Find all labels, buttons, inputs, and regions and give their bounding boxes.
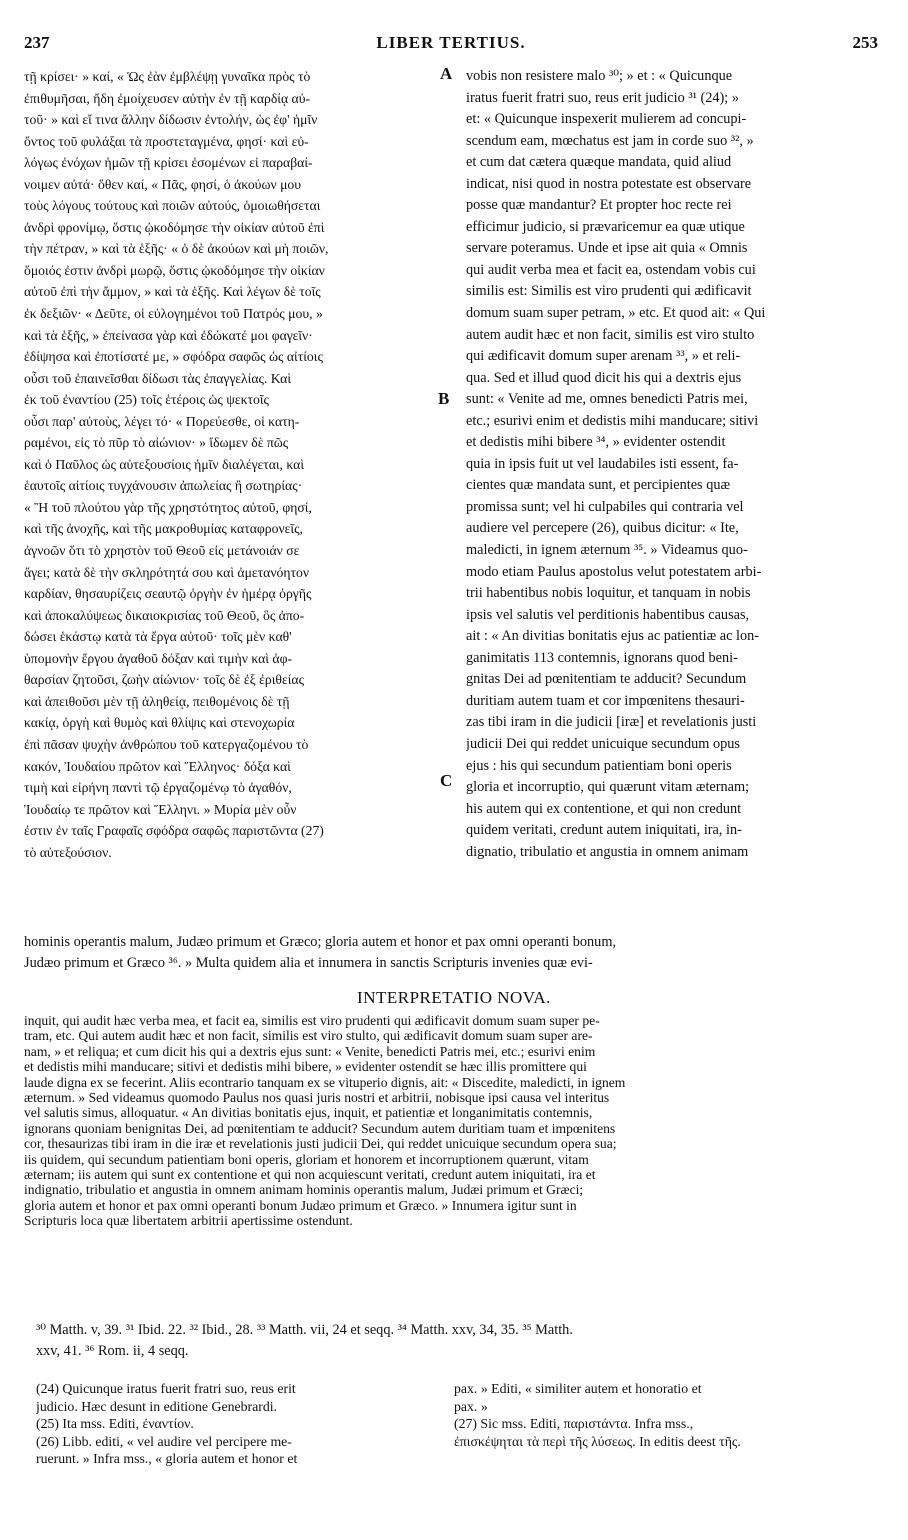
latin-column bbox=[466, 66, 882, 863]
latin-text-line: vobis non resistere malo ³⁰; » et : « Quicunque bbox=[466, 68, 733, 84]
right-page-number: 253 bbox=[852, 33, 878, 52]
interpretatio-line: nam, » et reliqua; et cum dicit his qui a dextris ejus sunt: « Venite, benedicti Patris mei, etc.; esurivi enim bbox=[24, 1043, 596, 1059]
footnotes-right bbox=[454, 1380, 884, 1450]
greek-text-line: « Ἢ τοῦ πλούτου γὰρ τῆς χρηστότητος αὐτοῦ, φησί, bbox=[24, 499, 312, 515]
greek-text-line: ἐστιν ἐν ταῖς Γραφαῖς σφόδρα σαφῶς παριστῶντα (27) bbox=[24, 823, 324, 839]
latin-text-line: dignatio, tribulatio et angustia in omnem animam bbox=[466, 843, 749, 860]
greek-text-line: θαρσίαν ζητοῦσι, ζωὴν αἰώνιον· τοῖς δὲ ἐξ ἐριθείας bbox=[24, 672, 305, 688]
latin-text-line: duritiam autem tuam et cor impœnitens thesauri- bbox=[466, 692, 745, 709]
reference-line: ³⁰ Matth. v, 39. ³¹ Ibid. 22. ³² Ibid., 28. ³³ Matth. vii, 24 et seqq. ³⁴ Matth. xxv, 34, 35. ³⁵ Matth. bbox=[36, 1322, 573, 1338]
greek-column bbox=[24, 66, 434, 863]
latin-text-line: audiere vel percepere (26), quibus dicitur: « Ite, bbox=[466, 520, 739, 537]
left-page-number: 237 bbox=[24, 33, 50, 52]
latin-text-line: qua. Sed et illud quod dicit his qui a dextris ejus bbox=[466, 369, 742, 386]
interpretatio-line: et dedistis mihi manducare; sitivi et dedistis mihi bibere, » evidenter ostendit se hæc illis promittere qui bbox=[24, 1059, 587, 1075]
latin-text-line: etc.; esurivi enim et dedistis mihi manducare; sitivi bbox=[466, 412, 759, 429]
latin-text-line: promissa sunt; vel hi culpabiles qui contraria vel bbox=[466, 498, 744, 515]
latin-text-line: posse quæ mandantur? Et propter hoc recte rei bbox=[466, 197, 732, 214]
latin-text-line: qui audit verba mea et facit ea, ostendam vobis cui bbox=[466, 261, 756, 278]
interpretatio-line: gloria autem et honor et pax omni operanti bonum Judæo primum et Græco. » Innumera igitur sunt in bbox=[24, 1197, 577, 1213]
greek-text-line: αὐτοῦ ἐπὶ τὴν ἄμμον, » καὶ τὰ ἑξῆς. Καὶ λέγων δὲ τοῖς bbox=[24, 284, 321, 300]
greek-text-line: τῇ κρίσει· » καί, « Ὡς ἐὰν ἐμβλέψῃ γυναῖκα πρὸς τὸ bbox=[24, 69, 311, 84]
greek-text-line: καὶ ὁ Παῦλος ὡς αὐτεξουσίοις ἡμῖν διαλέγεται, καὶ bbox=[24, 456, 305, 472]
interpretatio-heading: INTERPRETATIO NOVA. bbox=[357, 988, 551, 1007]
latin-text-line: indicat, nisi quod in nostra potestate est observare bbox=[466, 175, 752, 192]
footnote-line: judicio. Hæc desunt in editione Genebrardi. bbox=[36, 1398, 278, 1414]
greek-text-line: λόγως ἐνόχων ἡμῶν τῇ κρίσει ἐσομένων εἰ παραβαί- bbox=[24, 155, 313, 171]
full-width-text-line: hominis operantis malum, Judæo primum et Græco; gloria autem et honor et pax omni operanti bonum, bbox=[24, 934, 617, 950]
greek-text-line: οὖσι παρ' αὐτοὺς, λέγει τό· « Πορεύεσθε, οἱ κατη- bbox=[24, 413, 300, 429]
greek-text-line: τοῦ· » καὶ εἴ τινα ἄλλην δίδωσιν ἐντολήν, ὡς ἐφ' ἡμῖν bbox=[24, 112, 318, 128]
latin-text-line: maledicti, in ignem æternum ³⁵. » Videamus quo- bbox=[466, 542, 748, 559]
greek-text-line: κακόν, Ἰουδαίου πρῶτον καὶ Ἕλληνος· δόξα καὶ bbox=[24, 758, 291, 774]
running-header bbox=[24, 33, 878, 55]
latin-text-line: et dedistis mihi bibere ³⁴, » evidenter ostendit bbox=[466, 434, 726, 451]
greek-text-line: ἄγει; κατὰ δὲ τὴν σκληρότητά σου καὶ ἀμετανόητον bbox=[24, 564, 310, 580]
latin-text-line: servare poteramus. Unde et ipse ait quia « Omnis bbox=[466, 240, 748, 257]
greek-text-line: ὑπομονὴν ἔργου ἀγαθοῦ δόξαν καὶ τιμὴν καὶ ἀφ- bbox=[24, 650, 293, 666]
greek-text-line: Ἰουδαίῳ τε πρῶτον καὶ Ἕλληνι. » Μυρία μὲν οὖν bbox=[24, 801, 297, 817]
latin-text-line: ait : « An divitias bonitatis ejus ac patientiæ ac lon- bbox=[466, 628, 760, 645]
greek-text-line: ἐπὶ πᾶσαν ψυχὴν ἀνθρώπου τοῦ κατεργαζομένου τὸ bbox=[24, 736, 309, 752]
greek-text-line: καὶ τῆς ἀνοχῆς, καὶ τῆς μακροθυμίας καταφρονεῖς, bbox=[24, 521, 303, 537]
section-marker-b: B bbox=[438, 389, 450, 408]
latin-text-line: efficimur judicio, si prævaricemur ea quæ utique bbox=[466, 218, 745, 235]
greek-text-line: τὸ αὐτεξούσιον. bbox=[24, 844, 112, 860]
latin-text-line: scendum eam, mœchatus est jam in corde suo ³², » bbox=[466, 132, 754, 149]
greek-text-line: ἀνδρὶ φρονίμῳ, ὅστις ᾠκοδόμησε τὴν οἰκίαν αὐτοῦ ἐπὶ bbox=[24, 219, 325, 235]
interpretatio-line: cor, thesaurizas tibi iram in die iræ et revelationis justi judicii Dei, qui reddet unicuique secundum opera sua; bbox=[24, 1136, 617, 1152]
section-marker-a: A bbox=[440, 64, 453, 83]
latin-text-line: et cum dat cætera quæque mandata, quid aliud bbox=[466, 154, 732, 171]
interpretatio-line: vel salutis simus, alloquatur. « An divitias bonitatis ejus, inquit, et patientiæ et longanimitatis contemnis, bbox=[24, 1105, 593, 1121]
interpretatio-line: indignatio, tribulatio et angustia in omnem animam hominis operantis malum, Judæi primum et Græci; bbox=[24, 1182, 584, 1198]
greek-text-line: καὶ ἀπειθοῦσι μὲν τῇ ἀληθείᾳ, πειθομένοις δὲ τῇ bbox=[24, 693, 290, 709]
greek-text-line: νοιμεν αὐτά· ὅθεν καί, « Πᾶς, φησί, ὁ ἀκούων μου bbox=[24, 176, 302, 192]
interpretatio-line: laude digna ex se fecerint. Aliis econtrario tanquam ex se vituperio dignis, ait: « Discedite, maledicti, in ignem bbox=[24, 1074, 626, 1090]
greek-text-line: δώσει ἑκάστῳ κατὰ τὰ ἔργα αὐτοῦ· τοῖς μὲν καθ' bbox=[24, 629, 292, 645]
running-title: LIBER TERTIUS. bbox=[376, 33, 526, 52]
latin-text-line: ipsis vel salutis vel perditionis habentibus causas, bbox=[466, 606, 750, 623]
footnote-line: pax. » bbox=[454, 1398, 488, 1414]
footnote-line: (24) Quicunque iratus fuerit fratri suo, reus erit bbox=[36, 1381, 296, 1396]
latin-text-line: similis est: Similis est viro prudenti qui ædificavit bbox=[466, 283, 752, 300]
latin-text-line: quidem veritati, credunt autem iniquitati, ira, in- bbox=[466, 822, 742, 839]
interpretatio-line: æternum. » Sed videamus quomodo Paulus nos quasi juris nostri et arbitrii, nobisque ipsi causa vel interitus bbox=[24, 1090, 610, 1106]
greek-text-line: καὶ ἀποκαλύψεως δικαιοκρισίας τοῦ Θεοῦ, ὃς ἀπο- bbox=[24, 607, 305, 623]
footnotes-left bbox=[36, 1380, 436, 1468]
greek-text-line: ἑαυτοῖς αἰτίοις τυγχάνουσιν ἀπωλείας ἢ σωτηρίας· bbox=[24, 478, 303, 494]
latin-text-line: sunt: « Venite ad me, omnes benedicti Patris mei, bbox=[466, 391, 748, 408]
greek-text-line: τοὺς λόγους τούτους καὶ ποιῶν αὐτούς, ὁμοιωθήσεται bbox=[24, 198, 321, 214]
greek-text-line: ἐκ δεξιῶν· « Δεῦτε, οἱ εὐλογημένοι τοῦ Πατρός μου, » bbox=[24, 306, 323, 322]
latin-text-line: gnitas Dei ad pœnitentiam te adducit? Secundum bbox=[466, 671, 747, 688]
latin-text-line: zas tibi iram in die judicii [iræ] et revelationis justi bbox=[466, 714, 757, 731]
greek-text-line: ἀγνοῶν ὅτι τὸ χρηστὸν τοῦ Θεοῦ εἰς μετάνοιάν σε bbox=[24, 543, 300, 559]
latin-text-line: judicii Dei qui reddet unicuique secundum opus bbox=[466, 735, 740, 752]
footnote-line: ruerunt. » Infra mss., « gloria autem et honor et bbox=[36, 1451, 298, 1466]
greek-text-line: ὄντος τοῦ φυλάξαι τὰ προστεταγμένα, φησί· καὶ εὐ- bbox=[24, 133, 309, 149]
latin-text-line: quia in ipsis fuit ut vel laudabiles isti essent, fa- bbox=[466, 455, 739, 472]
greek-text-line: ἐδίψησα καὶ ἐποτίσατέ με, » σφόδρα σαφῶς ὡς αἰτίοις bbox=[24, 349, 323, 365]
footnote-line: (27) Sic mss. Editi, παριστάντα. Infra mss., bbox=[454, 1416, 694, 1431]
latin-text-line: et: « Quicunque inspexerit mulierem ad concupi- bbox=[466, 111, 747, 128]
greek-text-line: τιμὴ καὶ εἰρήνη παντὶ τῷ ἐργαζομένῳ τὸ ἀγαθόν, bbox=[24, 780, 292, 796]
interpretatio-line: tram, etc. Qui autem audit hæc et non facit, similis est viro stulto, qui ædificavit domum suam super are- bbox=[24, 1028, 593, 1044]
footnote-line: (26) Libb. editi, « vel audire vel percipere me- bbox=[36, 1433, 292, 1449]
footnote-line: pax. » Editi, « similiter autem et honoratio et bbox=[454, 1381, 702, 1396]
greek-text-line: ραμένοι, εἰς τὸ πῦρ τὸ αἰώνιον· » ἴδωμεν δὲ πῶς bbox=[24, 435, 289, 451]
interpretatio-line: Scripturis loca quæ libertatem arbitrii apertissime ostendunt. bbox=[24, 1213, 353, 1229]
interpretatio-line: inquit, qui audit hæc verba mea, et facit ea, similis est viro prudenti qui ædificavit domum suam super pe- bbox=[24, 1013, 600, 1028]
latin-text-line: iratus fuerit fratri suo, reus erit judicio ³¹ (24); » bbox=[466, 89, 739, 106]
greek-text-line: καὶ τὰ ἑξῆς, » ἐπείνασα γὰρ καὶ ἐδώκατέ μοι φαγεῖν· bbox=[24, 327, 313, 343]
greek-text-line: τὴν πέτραν, » καὶ τὰ ἑξῆς· « ὁ δὲ ἀκούων καὶ μὴ ποιῶν, bbox=[24, 241, 329, 257]
section-marker-c: C bbox=[440, 771, 453, 790]
latin-text-line: autem audit hæc et non facit, similis est viro stulto bbox=[466, 326, 755, 343]
greek-text-line: ὅμοιός ἐστιν ἀνδρὶ μωρῷ, ὅστις ᾠκοδόμησε τὴν οἰκίαν bbox=[24, 262, 325, 278]
latin-text-line: his autem qui ex contentione, et qui non credunt bbox=[466, 800, 742, 817]
greek-text-line: καρδίαν, θησαυρίζεις σεαυτῷ ὀργὴν ἐν ἡμέρᾳ ὀργῆς bbox=[24, 586, 312, 602]
latin-text-line: gloria et incorruptio, qui quærunt vitam æternam; bbox=[466, 779, 750, 796]
full-width-text bbox=[24, 932, 876, 974]
interpretatio-line: ignorans quoniam benignitas Dei, ad pœnitentiam te adducit? Secundum autem duritiam tuam et impœnitens bbox=[24, 1120, 616, 1136]
reference-line: xxv, 41. ³⁶ Rom. ii, 4 seqq. bbox=[36, 1343, 189, 1359]
greek-text-line: ἐπιθυμῆσαι, ἤδη ἐμοίχευσεν αὐτὴν ἐν τῇ καρδίᾳ αὐ- bbox=[24, 90, 311, 106]
latin-text-line: ganimitatis 113 contemnis, ignorans quod beni- bbox=[466, 649, 738, 666]
latin-text-line: qui ædificavit domum super arenam ³³, » et reli- bbox=[466, 348, 741, 365]
full-width-text-line: Judæo primum et Græco ³⁶. » Multa quidem alia et innumera in sanctis Scripturis invenies quæ evi- bbox=[24, 955, 593, 971]
interpretatio-text bbox=[24, 1013, 876, 1229]
latin-text-line: ejus : his qui secundum patientiam boni operis bbox=[466, 757, 732, 774]
greek-text-line: ἐκ τοῦ ἐναντίου (25) τοῖς ἑτέροις ὡς ψεκτοῖς bbox=[24, 392, 269, 408]
greek-text-line: κακίᾳ, ὀργὴ καὶ θυμὸς καὶ θλίψις καὶ στενοχωρία bbox=[24, 715, 295, 731]
footnote-line: ἐπισκέψηται τὰ περὶ τῆς λύσεως. In editis deest τῆς. bbox=[454, 1433, 741, 1449]
interpretatio-line: æternam; iis autem qui sunt ex contentione et qui non acquiescunt veritati, credunt autem iniquitati, ira et bbox=[24, 1167, 596, 1183]
scripture-references bbox=[36, 1320, 876, 1362]
footnote-line: (25) Ita mss. Editi, ἐναντίον. bbox=[36, 1416, 194, 1431]
latin-text-line: modo etiam Paulus apostolus velut potestatem arbi- bbox=[466, 563, 762, 580]
latin-text-line: trii habentibus nobis loquitur, et tanquam in nobis bbox=[466, 585, 751, 602]
greek-text-line: οὖσι τοῦ ἐπαινεῖσθαι δίδωσι τὰς ἐπαγγελίας. Καὶ bbox=[24, 370, 291, 386]
interpretatio-line: iis quidem, qui secundum patientiam boni operis, gloriam et honorem et incorruptionem quærunt, vitam bbox=[24, 1151, 589, 1167]
latin-text-line: cientes quæ mandata sunt, et percipientes quæ bbox=[466, 477, 731, 494]
latin-text-line: domum suam super petram, » etc. Et quod ait: « Qui bbox=[466, 305, 766, 322]
